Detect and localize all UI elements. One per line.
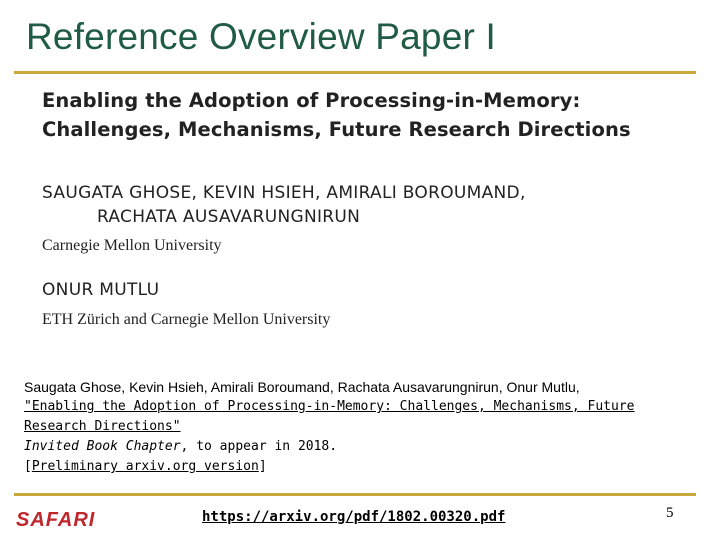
paper-authors-line1: SAUGATA GHOSE, KEVIN HSIEH, AMIRALI BOROUMAND, bbox=[42, 183, 526, 203]
citation-venue-type: Invited Book Chapter bbox=[24, 439, 181, 454]
paper-title-line1: Enabling the Adoption of Processing-in-Memory: bbox=[42, 89, 581, 112]
page-number: 5 bbox=[666, 505, 674, 521]
paper-title bbox=[42, 86, 712, 144]
safari-logo: SAFARI bbox=[16, 509, 96, 531]
citation-venue-date: , to appear in 2018. bbox=[180, 439, 338, 454]
paper-title-line2: Challenges, Mechanisms, Future Research Directions bbox=[42, 118, 631, 141]
citation-authors: Saugata Ghose, Kevin Hsieh, Amirali Boroumand, Rachata Ausavarungnirun, Onur Mutlu, bbox=[24, 379, 580, 395]
affiliation-cmu: Carnegie Mellon University bbox=[42, 237, 222, 254]
citation-arxiv bbox=[24, 457, 704, 477]
footer-arxiv-url[interactable]: https://arxiv.org/pdf/1802.00320.pdf bbox=[202, 509, 506, 525]
footer-divider bbox=[14, 493, 696, 496]
slide-title: Reference Overview Paper I bbox=[26, 16, 496, 57]
paper-authors bbox=[42, 181, 712, 229]
citation-block bbox=[24, 377, 704, 477]
title-divider bbox=[14, 71, 696, 74]
paper-author-mutlu: ONUR MUTLU bbox=[42, 280, 160, 300]
paper-authors-line2: RACHATA AUSAVARUNGNIRUN bbox=[97, 207, 361, 227]
bracket-close: ] bbox=[258, 459, 267, 474]
arxiv-version-link[interactable]: Preliminary arxiv.org version bbox=[31, 459, 259, 474]
affiliation-eth: ETH Zürich and Carnegie Mellon University bbox=[42, 311, 331, 328]
citation-title-link[interactable]: "Enabling the Adoption of Processing-in-Memory: Challenges, Mechanisms, Future Research Directions" bbox=[24, 399, 635, 434]
citation-venue bbox=[24, 437, 704, 457]
bracket-open: [ bbox=[24, 459, 32, 474]
